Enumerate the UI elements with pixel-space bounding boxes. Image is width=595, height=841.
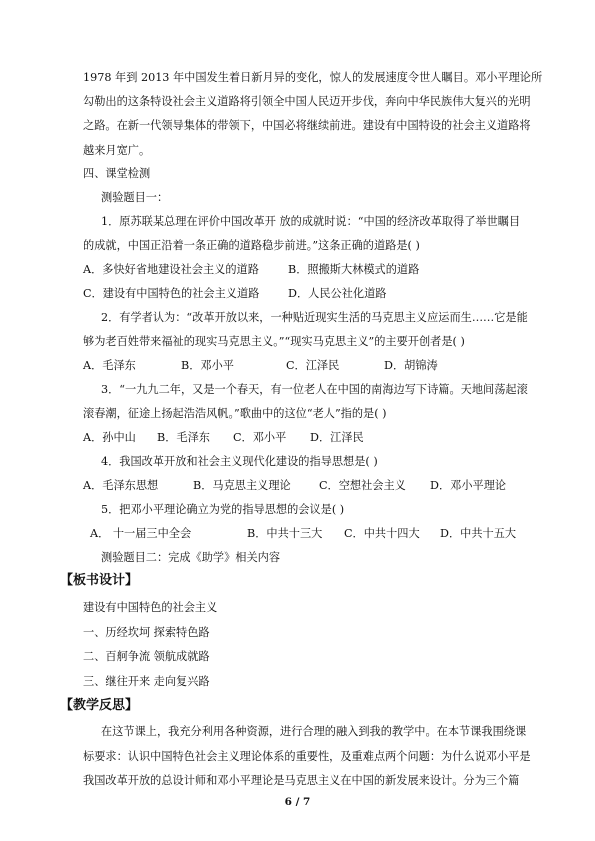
quiz2-title: 测验题目二：完成《助学》相关内容 [101, 551, 281, 564]
intro-line-1: 1978 年到 2013 年中国发生着日新月异的变化，惊人的发展速度令世人瞩目。邓小平理论所 [83, 71, 543, 84]
intro-line-4: 越来月宽广。 [83, 144, 151, 157]
board-item-2: 二、百舸争流 领航成就路 [83, 650, 210, 663]
board-item-3: 三、继往开来 走向复兴路 [83, 675, 210, 688]
board-item-1: 一、历经坎坷 探索特色路 [83, 626, 210, 639]
q5-option-c: C．中共十四大 [344, 527, 420, 540]
q2-option-b: B．邓小平 [181, 359, 234, 372]
reflection-line-1: 在这节课上，我充分利用各种资源，进行合理的融入到我的教学中。在本节课我围绕课 [101, 725, 527, 738]
q5-option-d: D．中共十五大 [440, 527, 517, 540]
q3-option-a: A．孙中山 [83, 431, 136, 444]
q5-option-a: A． 十一届三中全会 [90, 527, 192, 540]
q4-option-d: D．邓小平理论 [430, 479, 507, 492]
q1-option-d: D．人民公社化道路 [288, 287, 387, 300]
q4-stem-line-1: 4．我国改革开放和社会主义现代化建设的指导思想是( ) [101, 455, 378, 468]
q3-option-d: D．江泽民 [310, 431, 364, 444]
intro-line-2: 勾勒出的这条特设社会主义道路将引领全中国人民迈开步伐，奔向中华民族伟大复兴的光明 [83, 95, 531, 108]
board-title: 建设有中国特色的社会主义 [83, 601, 218, 614]
q4-option-c: C．空想社会主义 [319, 479, 406, 492]
q4-option-a: A．毛泽东思想 [83, 479, 159, 492]
q3-stem-line-2: 滚春潮，征途上扬起浩浩风帆。”歌曲中的这位“老人”指的是( ) [83, 407, 387, 420]
reflection-line-2: 标要求：认识中国特色社会主义理论体系的重要性，及重难点两个问题：为什么说邓小平是 [83, 750, 531, 763]
q2-option-a: A．毛泽东 [83, 359, 136, 372]
quiz1-title: 测验题目一： [101, 191, 169, 204]
page-number: 6 / 7 [284, 796, 311, 808]
q2-option-d: D．胡锦涛 [384, 359, 438, 372]
reflection-heading: 【教学反思】 [60, 698, 139, 713]
q1-option-b: B．照搬斯大林模式的道路 [288, 263, 420, 276]
section-title: 四、课堂检测 [83, 167, 151, 180]
q4-option-b: B．马克思主义理论 [193, 479, 291, 492]
q2-stem-line-2: 够为老百姓带来福祉的现实马克思主义。”“现实马克思主义”的主要开创者是( ) [83, 335, 465, 348]
reflection-line-3: 我国改革开放的总设计师和邓小平理论是马克思主义在中国的新发展来设计。分为三个篇 [83, 774, 520, 787]
board-heading: 【板书设计】 [60, 573, 139, 588]
q3-option-b: B．毛泽东 [157, 431, 210, 444]
q1-option-c: C．建设有中国特色的社会主义道路 [83, 287, 260, 300]
q5-stem-line-1: 5．把邓小平理论确立为党的指导思想的会议是( ) [101, 503, 345, 516]
q3-stem-line-1: 3．“一九九二年，又是一个春天，有一位老人在中国的南海边写下诗篇。天地间荡起滚 [101, 383, 528, 396]
q2-stem-line-1: 2．有学者认为：“改革开放以来，一种贴近现实生活的马克思主义应运而生……它是能 [101, 311, 528, 324]
q1-stem-line-1: 1．原苏联某总理在评价中国改革开 放的成就时说：“中国的经济改革取得了举世瞩目 [101, 215, 521, 228]
q1-option-a: A．多快好省地建设社会主义的道路 [83, 263, 259, 276]
q5-option-b: B．中共十三大 [247, 527, 323, 540]
q2-option-c: C．江泽民 [286, 359, 340, 372]
q1-stem-line-2: 的成就，中国正沿着一条正确的道路稳步前进。”这条正确的道路是( ) [83, 239, 420, 252]
intro-line-3: 之路。在新一代领导集体的带领下，中国必将继续前进。建设有中国特设的社会主义道路将 [83, 119, 531, 132]
q3-option-c: C．邓小平 [233, 431, 287, 444]
